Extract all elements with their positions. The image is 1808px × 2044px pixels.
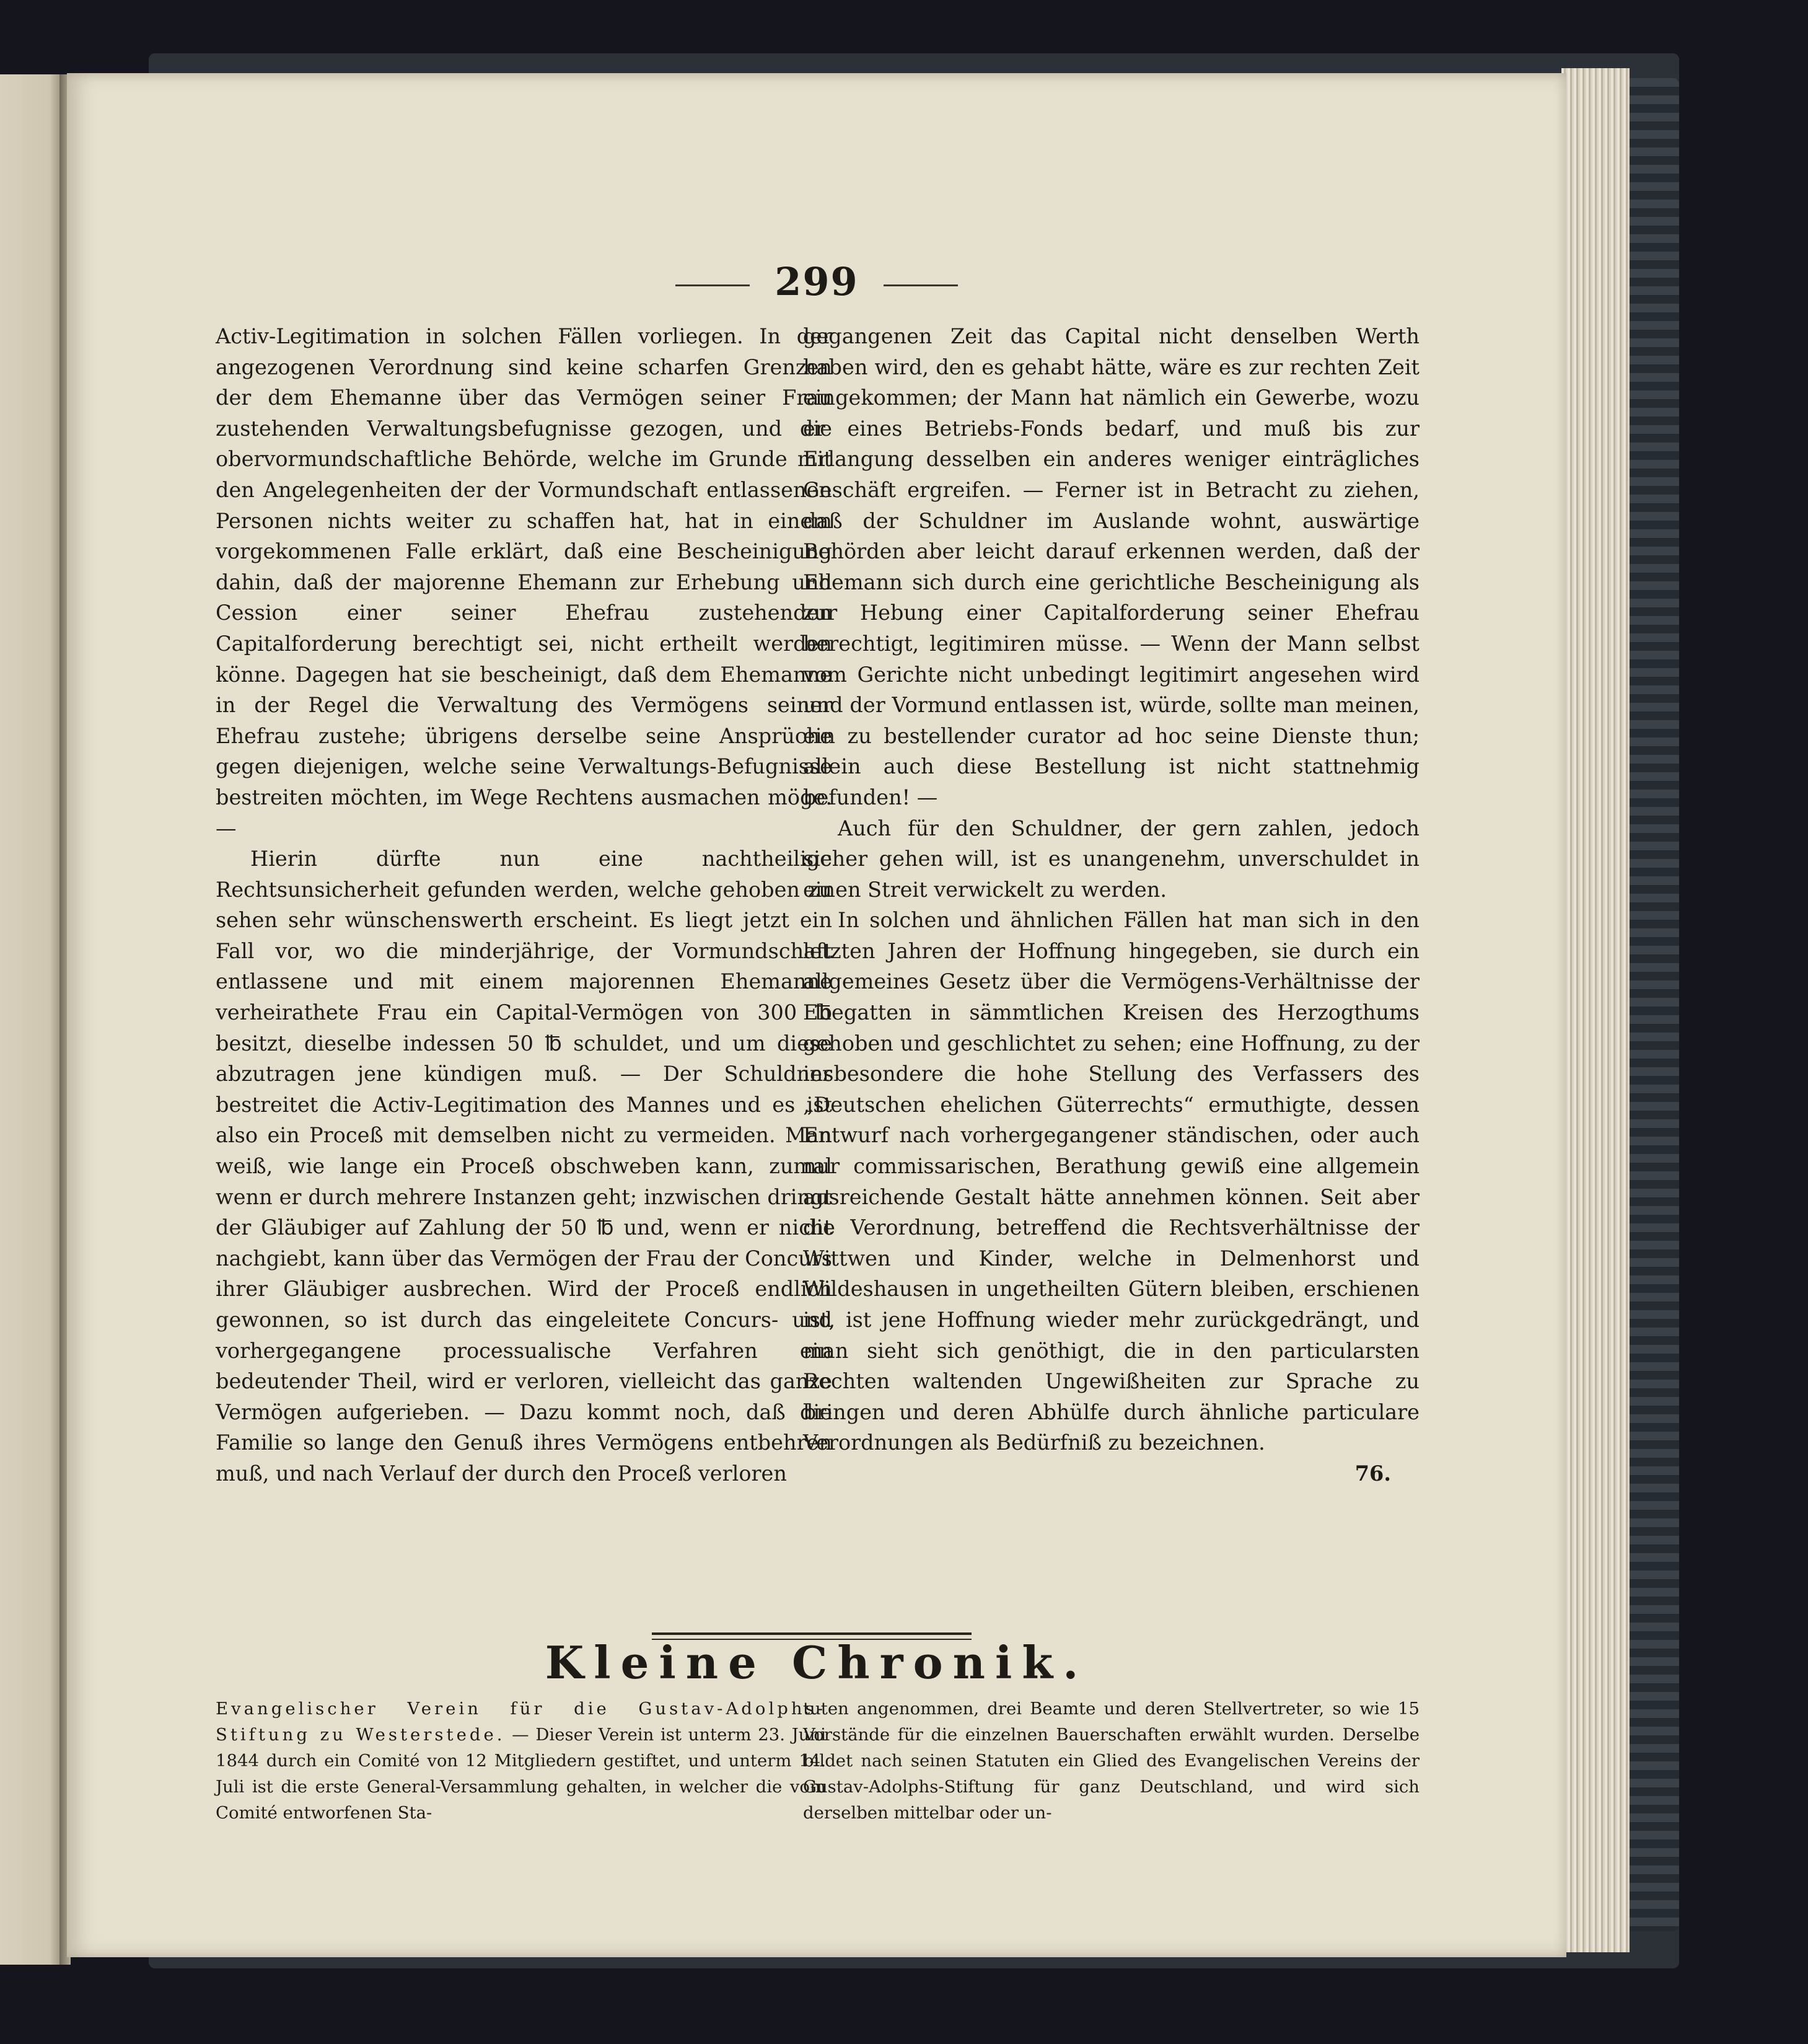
paragraph: Auch für den Schuldner, der gern zahlen, jedoch sicher gehen will, ist es unangenehm, unverschuldet in einen Streit verwickelt zu werden. [803,816,1420,902]
chronik-right-column [803,1696,1420,1826]
paragraph: Activ-Legitimation in solchen Fällen vorliegen. In der angezogenen Verordnung sind keine scharfen Grenzen der dem Ehemanne über das Vermögen seiner Frau zustehenden Verwaltungsbefugnisse gezogen, und die obervormundschaftliche Behörde, welche im Grunde mit den Angelegenheiten der der Vormundschaft entlassenen Personen nichts weiter zu schaffen hat, hat in einem vorgekommenen Falle erklärt, daß eine Bescheinigung dahin, daß der majorenne Ehemann zur Erhebung und Cession einer seiner Ehefrau zustehenden Capitalforderung berechtigt sei, nicht ertheilt werden könne. Dagegen hat sie bescheinigt, daß dem Ehemanne in der Regel die Verwaltung des Vermögens seiner Ehefrau zustehe; übrigens derselbe seine Ansprüche gegen diejenigen, welche seine Verwaltungs-Befugnisse bestreiten möchten, im Wege Rechtens ausmachen möge. — [216,324,832,840]
document-page [67,73,1566,1957]
right-column [803,321,1420,1489]
chronik-text: tuten angenommen, drei Beamte und deren Stellvertreter, so wie 15 Vorstände für die einzelnen Bauerschaften erwählt wurden. Derselbe bildet nach seinen Statuten ein Glied des Evangelischen Vereins der Gustav-Adolphs-Stiftung für ganz Deutschland, und wird sich derselben mittelbar oder un- [803,1699,1420,1823]
chronik-left-column [216,1696,826,1826]
paragraph: Hierin dürfte nun eine nachtheilige Rechtsunsicherheit gefunden werden, welche gehoben zu sehen sehr wünschenswerth erscheint. Es liegt jetzt ein Fall vor, wo die minderjährige, der Vormundschaft entlassene und mit einem majorennen Ehemanne verheirathete Frau ein Capital-Vermögen von 300 ℔ besitzt, dieselbe indessen 50 ℔ schuldet, und um diese abzutragen jene kündigen muß. — Der Schuldner bestreitet die Activ-Legitimation des Mannes und es ist also ein Proceß mit demselben nicht zu vermeiden. Man weiß, wie lange ein Proceß obschweben kann, zumal wenn er durch mehrere Instanzen geht; inzwischen dringt der Gläubiger auf Zahlung der 50 ℔ und, wenn er nicht nachgiebt, kann über das Vermögen der Frau der Concurs ihrer Gläubiger ausbrechen. Wird der Proceß endlich gewonnen, so ist durch das eingeleitete Concurs- und vorhergegangene processualische Verfahren ein bedeutender Theil, wird er verloren, vielleicht das ganze Vermögen aufgerieben. — Dazu kommt noch, daß die Familie so lange den Genuß ihres Vermögens entbehren muß, und nach Verlauf der durch den Proceß verloren [216,847,832,1486]
page-stack-edges [1561,68,1630,1952]
section-title: Kleine Chronik. [545,1636,1089,1689]
page-number: 299 [67,259,1566,304]
chronik-heading: Evangelischer Verein für die Gustav-Adolphs-Stiftung zu Westerstede. [216,1699,826,1745]
article-signature: 76. [1354,1461,1391,1486]
left-column [216,321,832,1489]
paragraph: In solchen und ähnlichen Fällen hat man sich in den letzten Jahren der Hoffnung hingegeben, sie durch ein allgemeines Gesetz über die Vermögens-Verhältnisse der Ehegatten in sämmtlichen Kreisen des Herzogthums gehoben und geschlichtet zu sehen; eine Hoffnung, zu der insbesondere die hohe Stellung des Verfassers des „Deutschen ehelichen Güterrechts“ ermuthigte, dessen Entwurf nach vorhergegangener ständischen, oder auch nur commissarischen, Berathung gewiß eine allgemein ausreichende Gestalt hätte annehmen können. Seit aber die Verordnung, betreffend die Rechtsverhältnisse der Wittwen und Kinder, welche in Delmenhorst und Wildeshausen in ungetheilten Gütern bleiben, erschienen ist, ist jene Hoffnung wieder mehr zurückgedrängt, und man sieht sich genöthigt, die in den particularsten Rechten waltenden Ungewißheiten zur Sprache zu bringen und deren Abhülfe durch ähnliche particulare Verordnungen als Bedürfniß zu bezeichnen. [803,908,1420,1455]
paragraph: gegangenen Zeit das Capital nicht denselben Werth haben wird, den es gehabt hätte, wäre es zur rechten Zeit eingekommen; der Mann hat nämlich ein Gewerbe, wozu er eines Betriebs-Fonds bedarf, und muß bis zur Erlangung desselben ein anderes weniger einträgliches Geschäft ergreifen. — Ferner ist in Betracht zu ziehen, daß der Schuldner im Auslande wohnt, auswärtige Behörden aber leicht darauf erkennen werden, daß der Ehemann sich durch eine gerichtliche Bescheinigung als zur Hebung einer Capitalforderung seiner Ehefrau berechtigt, legitimiren müsse. — Wenn der Mann selbst vom Gerichte nicht unbedingt legitimirt angesehen wird und der Vormund entlassen ist, würde, sollte man meinen, ein zu bestellender curator ad hoc seine Dienste thun; allein auch diese Bestellung ist nicht stattnehmig befunden! — [803,324,1420,809]
facing-page-edge [0,74,62,1965]
chronik-text: — Dieser Verein ist unterm 23. Juni 1844 durch ein Comité von 12 Mitgliedern gestiftet, und unterm 14. Juli ist die erste General-Versammlung gehalten, in welcher die vom Comité entworfenen Sta- [216,1725,826,1823]
